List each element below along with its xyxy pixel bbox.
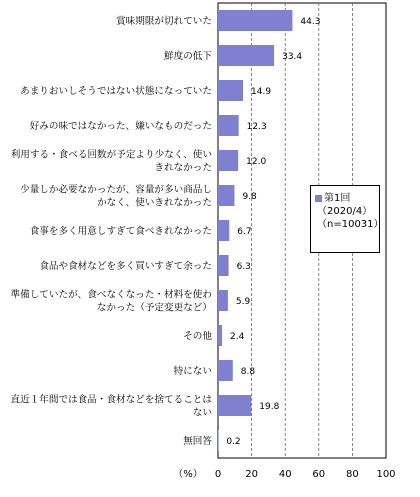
- data-label: 6.7: [237, 227, 252, 237]
- bar: [218, 80, 243, 101]
- category-label: 利用する・食べる回数が予定より少なく、使い: [10, 149, 212, 161]
- bar: [218, 220, 229, 241]
- bar: [218, 395, 251, 416]
- category-label: 準備していたが、食べなくなった・材料を使わ: [10, 289, 212, 301]
- x-tick-label: 60: [312, 469, 326, 480]
- x-tick-label: 80: [346, 469, 359, 480]
- data-label: 19.8: [259, 402, 280, 412]
- category-label: あまりおいしそうではない状態になっていた: [20, 86, 212, 97]
- category-label: かなく、使いきれなかった: [97, 197, 212, 209]
- data-label: 6.3: [236, 262, 251, 272]
- data-label: 14.9: [251, 87, 272, 97]
- data-label: 33.4: [282, 52, 303, 62]
- category-label: 特にない: [173, 366, 212, 377]
- data-label: 0.2: [226, 437, 241, 447]
- category-label: きれなかった: [154, 162, 212, 174]
- legend: [310, 185, 384, 253]
- x-tick-label: 40: [278, 469, 292, 480]
- category-label: その他: [183, 331, 212, 342]
- category-label: 鮮度の低下: [164, 51, 212, 62]
- legend-swatch: [315, 195, 322, 202]
- x-axis-label: （%）: [173, 469, 203, 480]
- category-label: 直近１年間では食品・食材などを捨てることは: [10, 394, 212, 406]
- category-label: 無回答: [183, 436, 212, 447]
- data-label: 44.3: [300, 17, 321, 27]
- category-label: 食事を多く用意しすぎて食べきれなかった: [29, 226, 212, 237]
- data-label: 8.8: [240, 367, 256, 377]
- bar: [218, 360, 233, 381]
- legend-series-line: （2020/4）: [317, 206, 373, 217]
- x-tick-label: 0: [214, 469, 222, 480]
- category-label: 賞味期限が切れていた: [116, 16, 212, 27]
- category-label: なかった（予定変更など）: [96, 302, 212, 314]
- bar: [218, 255, 229, 276]
- legend-series-line: （n=10031）: [317, 219, 384, 230]
- data-label: 2.4: [230, 332, 245, 342]
- legend-series-name: 第1回: [324, 193, 351, 204]
- data-label: 5.9: [235, 297, 251, 307]
- bar: [218, 150, 238, 171]
- category-label: 少量しか必要なかったが、容量が多い商品し: [20, 184, 212, 196]
- bar: [218, 45, 274, 66]
- bar: [218, 430, 219, 451]
- bar: [218, 10, 292, 31]
- data-label: 9.8: [242, 192, 257, 202]
- bar: [218, 115, 239, 136]
- data-label: 12.3: [246, 122, 267, 132]
- category-label: ない: [192, 407, 212, 419]
- bar: [218, 185, 234, 206]
- data-label: 12.0: [246, 157, 267, 167]
- bar: [218, 290, 228, 311]
- category-label: 食品や食材などを多く買いすぎて余った: [39, 261, 212, 272]
- x-tick-label: 100: [376, 469, 396, 480]
- category-label: 好みの味ではなかった、嫌いなものだった: [29, 121, 212, 132]
- bar: [218, 325, 222, 346]
- x-tick-label: 20: [245, 469, 258, 480]
